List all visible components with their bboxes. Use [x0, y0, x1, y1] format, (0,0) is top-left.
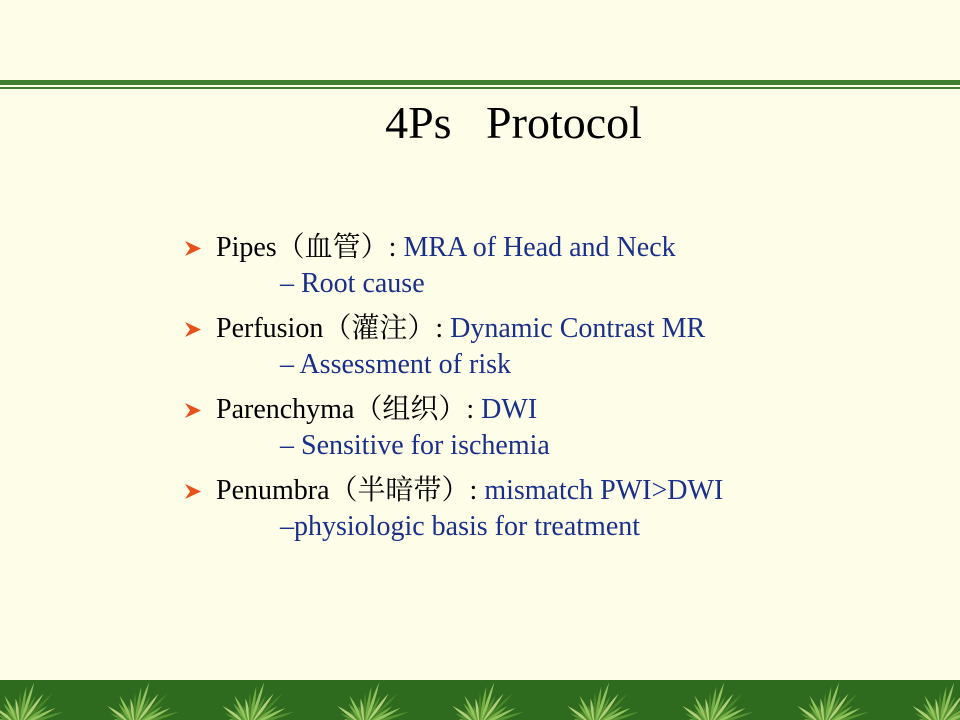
leaf-footer-band — [0, 680, 960, 720]
arrow-bullet-icon — [182, 240, 204, 257]
item-subpoint: – Root cause — [280, 268, 425, 299]
list-item-perfusion — [182, 311, 922, 383]
arrow-bullet-icon — [182, 483, 204, 500]
item-subpoint: –physiologic basis for treatment — [280, 511, 641, 542]
slide-title: 4Ps Protocol — [385, 97, 642, 148]
top-rule-thick — [0, 80, 960, 85]
arrow-bullet-icon — [182, 402, 204, 419]
list-item-parenchyma — [182, 392, 922, 464]
item-term: Perfusion（灌注）: — [216, 313, 451, 344]
item-term: Pipes（血管）: — [216, 232, 404, 263]
item-term: Penumbra（半暗带）: — [216, 475, 485, 506]
list-item-pipes — [182, 230, 922, 302]
item-subpoint: – Assessment of risk — [280, 349, 511, 380]
leaf-decoration — [0, 680, 960, 720]
list-item-penumbra — [182, 473, 922, 545]
item-term: Parenchyma（组织）: — [216, 394, 482, 425]
arrow-bullet-icon — [182, 321, 204, 338]
bullet-list — [182, 230, 922, 554]
top-rule-thin — [0, 87, 960, 89]
item-description: Dynamic Contrast MR — [450, 313, 706, 344]
item-description: mismatch PWI>DWI — [484, 475, 724, 506]
item-subpoint: – Sensitive for ischemia — [280, 430, 550, 461]
item-description: DWI — [481, 394, 538, 425]
item-description: MRA of Head and Neck — [403, 232, 676, 263]
